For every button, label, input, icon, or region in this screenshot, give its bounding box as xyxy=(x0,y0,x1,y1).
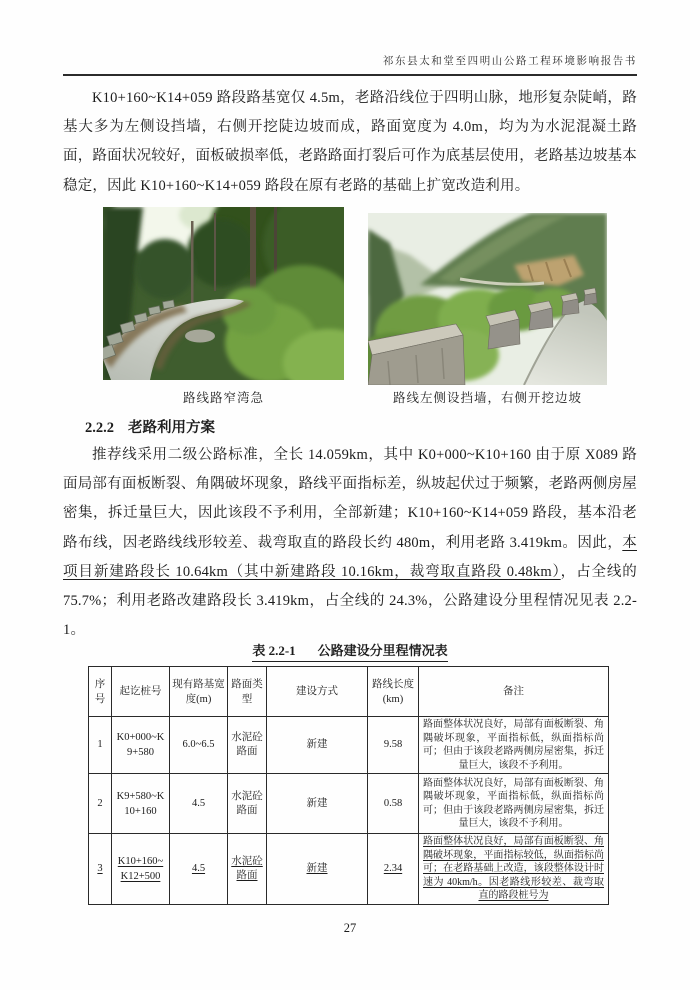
cell-length: 0.58 xyxy=(368,774,419,834)
cell-width: 6.0~6.5 xyxy=(170,717,228,774)
col-header-length: 路线长度(km) xyxy=(368,667,419,717)
para2-text-pre: 推荐线采用二级公路标准，全长 14.059km，其中 K0+000~K10+160 由于原 X089 路面局部有面板断裂、角隅破坏现象，路线平面指标差，纵坡起伏过于频繁，老路两侧房屋密集，拆迁量巨大，因此该段不予利用，全部新建；K10+160~K14+059 路段，基本沿老路布线，因老路线线形较差、裁弯取直的路段长约 480m，利用老路 3.419km。因此， xyxy=(63,447,637,551)
page-number: 27 xyxy=(343,921,357,935)
photo-narrow-road-image xyxy=(103,207,344,380)
table-row xyxy=(89,834,609,905)
cell-width: 4.5 xyxy=(170,834,228,905)
para2-text-post: ，占全线的 75.7%；利用老路改建路段长 3.419km，占全线的 24.3%，公路建设分里程情况见表 2.2-1。 xyxy=(63,563,638,639)
table-title-text: 公路建设分里程情况表 xyxy=(317,643,448,658)
table-label: 表 2.2-1 xyxy=(252,643,296,658)
running-header: 祁东县太和堂至四明山公路工程环境影响报告书 xyxy=(382,56,637,67)
table-row xyxy=(89,774,609,834)
cell-remark: 路面整体状况良好，局部有面板断裂、角隅破坏现象，平面指标低，纵面指标尚可；但由于该段老路两侧房屋密集，拆迁量巨大，该段不予利用。 xyxy=(419,774,609,834)
section-number: 2.2.2 xyxy=(85,420,114,436)
cell-seq: 3 xyxy=(89,834,112,905)
cell-width: 4.5 xyxy=(170,774,228,834)
col-header-method: 建设方式 xyxy=(267,667,368,717)
mileage-table-wrapper xyxy=(88,666,609,905)
table-title xyxy=(0,640,700,662)
photo-narrow-road xyxy=(103,207,344,380)
cell-stake: K10+160~K12+500 xyxy=(112,834,170,905)
cell-stake: K0+000~K9+580 xyxy=(112,717,170,774)
table-row xyxy=(89,717,609,774)
cell-method: 新建 xyxy=(267,717,368,774)
cell-pavement: 水泥砼路面 xyxy=(228,717,267,774)
cell-pavement: 水泥砼路面 xyxy=(228,834,267,905)
section-heading xyxy=(85,416,215,437)
cell-stake: K9+580~K10+160 xyxy=(112,774,170,834)
cell-method: 新建 xyxy=(267,834,368,905)
para2-text-underlined: 本项目新建路段长 10.64km（其中新建路段 10.16km，裁弯取直路段 0.48km） xyxy=(63,534,637,580)
cell-remark: 路面整体状况良好，局部有面板断裂、角隅破坏现象，平面指标低，纵面指标尚可；但由于该段老路两侧房屋密集，拆迁量巨大，该段不予利用。 xyxy=(419,717,609,774)
cell-seq: 1 xyxy=(89,717,112,774)
col-header-remark: 备注 xyxy=(419,667,609,717)
cell-remark: 路面整体状况良好，局部有面板断裂、角隅破坏现象，平面指标较低，纵面指标尚可；在老路基础上改造，该段整体设计时速为 40km/h。因老路线形较差、裁弯取直的路段桩号为 xyxy=(419,834,609,905)
cell-method: 新建 xyxy=(267,774,368,834)
photo-retaining-wall-image xyxy=(368,213,607,385)
col-header-width: 现有路基宽度(m) xyxy=(170,667,228,717)
mileage-table xyxy=(88,666,609,905)
header-rule xyxy=(63,74,637,76)
col-header-seq: 序号 xyxy=(89,667,112,717)
cell-length: 2.34 xyxy=(368,834,419,905)
cell-length: 9.58 xyxy=(368,717,419,774)
caption-left-photo: 路线路窄湾急 xyxy=(182,391,264,405)
section-title: 老路利用方案 xyxy=(128,420,215,436)
caption-right-photo: 路线左侧设挡墙，右侧开挖边坡 xyxy=(392,391,582,405)
photo-retaining-wall xyxy=(368,213,607,385)
col-header-stake: 起讫桩号 xyxy=(112,667,170,717)
cell-seq: 2 xyxy=(89,774,112,834)
col-header-pavement: 路面类型 xyxy=(228,667,267,717)
paragraph-old-road-condition: K10+160~K14+059 路段路基宽仅 4.5m，老路沿线位于四明山脉，地形复杂陡峭，路基大多为左侧设挡墙，右侧开挖陡边坡而成，路面宽度为 4.0m，均为为水泥混凝土路面，路面状况较好，面板破损率低，老路路面打裂后可作为底基层使用，老路基边坡基本稳定，因此 K10+160~K14+059 路段在原有老路的基础上扩宽改造利用。 xyxy=(63,90,637,194)
paragraph-old-road-utilization xyxy=(63,441,637,645)
cell-pavement: 水泥砼路面 xyxy=(228,774,267,834)
table-header-row xyxy=(89,667,609,717)
